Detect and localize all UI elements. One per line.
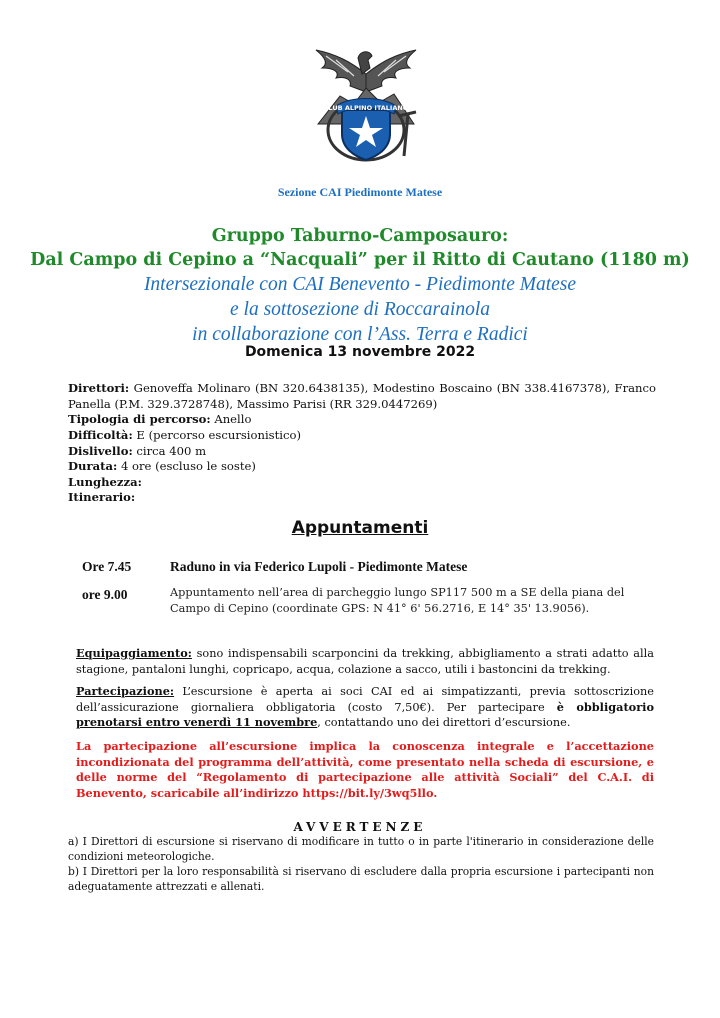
equipaggiamento: [76, 646, 654, 677]
partecipazione-bold: è obbligatorio: [556, 699, 654, 714]
logo-text: CLUB ALPINO ITALIANO: [323, 104, 409, 112]
direttori: [68, 381, 656, 412]
partecipazione-deadline: prenotarsi entro venerdì 11 novembre: [76, 715, 318, 729]
avvertenza-b: b) I Direttori per la loro responsabilità si riservano di escludere dalla propria escursione i partecipanti non adeguatamente attrezzati e allenati.: [68, 865, 654, 893]
durata-label: Durata:: [68, 459, 118, 473]
partecipazione-text-2: , contattando uno dei direttori d’escursione.: [317, 716, 571, 729]
durata-value: 4 ore (escluso le soste): [117, 459, 256, 473]
subtitle-line-2: e la sottosezione di Roccarainola: [230, 299, 490, 320]
subtitle-line-3: in collaborazione con l’Ass. Terra e Radici: [192, 324, 528, 345]
difficolta-value: E (percorso escursionistico): [132, 428, 301, 442]
avvertenza-a: a) I Direttori di escursione si riservano di modificare in tutto o in parte l'itinerario in considerazione delle condizioni meteorologiche.: [68, 835, 654, 863]
equipaggiamento-text: sono indispensabili scarponcini da trekking, abbigliamento a strati adatto alla stagione, pantaloni lunghi, copricapo, acqua, colazione a sacco, utili i bastoncini da trekking.: [76, 647, 654, 676]
partecipazione-text-1: L’escursione è aperta ai soci CAI ed ai simpatizzanti, previa sottoscrizione dell’assicurazione giornaliera obbligatoria (costo 7,50€). Per partecipare: [76, 685, 654, 714]
dislivello-label: Dislivello:: [68, 444, 133, 458]
event-date: Domenica 13 novembre 2022: [244, 344, 476, 360]
section-name: Sezione CAI Piedimonte Matese: [277, 185, 443, 199]
direttori-label: Direttori:: [68, 381, 130, 395]
direttori-value: Genoveffa Molinaro (BN 320.6438135), Modestino Boscaino (BN 338.4167378), Franco Panella (P.M. 329.3728748), Massimo Parisi (RR 329.0447269): [68, 381, 656, 411]
slot2-text: Appuntamento nell’area di parcheggio lungo SP117 500 m a SE della piana del Campo di Cepino (coordinate GPS: N 41° 6' 56.2716, E 14° 35' 13.9056).: [170, 586, 625, 615]
tipologia: [68, 412, 656, 428]
avvertenze-title: AVVERTENZE: [293, 820, 427, 834]
difficolta: [68, 428, 656, 444]
title-line-1: Gruppo Taburno-Camposauro:: [211, 226, 509, 246]
cai-logo: [296, 44, 436, 162]
partecipazione-label: Partecipazione:: [76, 684, 175, 698]
lunghezza-label: Lunghezza:: [68, 475, 142, 489]
durata: [68, 459, 656, 475]
itinerario: [68, 490, 656, 506]
equipaggiamento-label: Equipaggiamento:: [76, 646, 192, 660]
slot1-time: Ore 7.45: [82, 559, 132, 574]
difficolta-label: Difficoltà:: [68, 428, 133, 442]
itinerario-label: Itinerario:: [68, 490, 136, 504]
dislivello: [68, 444, 656, 460]
subtitle-line-1: Intersezionale con CAI Benevento - Piedimonte Matese: [143, 274, 577, 295]
tipologia-label: Tipologia di percorso:: [68, 412, 211, 426]
appuntamenti-title: Appuntamenti: [291, 518, 429, 538]
dislivello-value: circa 400 m: [132, 444, 207, 458]
slot2-time: ore 9.00: [82, 587, 128, 602]
lunghezza: [68, 475, 656, 491]
warning-text: La partecipazione all’escursione implica la conoscenza integrale e l’accettazione incondizionata del programma dell’attività, come presentato nella scheda di escursione, e delle norme del “Regolamento di partecipazione alle attività Sociali” del C.A.I. di Benevento, scaricabile all’indirizzo https://bit.ly/3wq5llo.: [76, 739, 654, 800]
tipologia-value: Anello: [210, 412, 252, 426]
partecipazione: [76, 684, 654, 731]
slot1-text: Raduno in via Federico Lupoli - Piedimonte Matese: [170, 559, 468, 574]
title-line-2: Dal Campo di Cepino a “Nacquali” per il Ritto di Cautano (1180 m): [30, 250, 690, 270]
